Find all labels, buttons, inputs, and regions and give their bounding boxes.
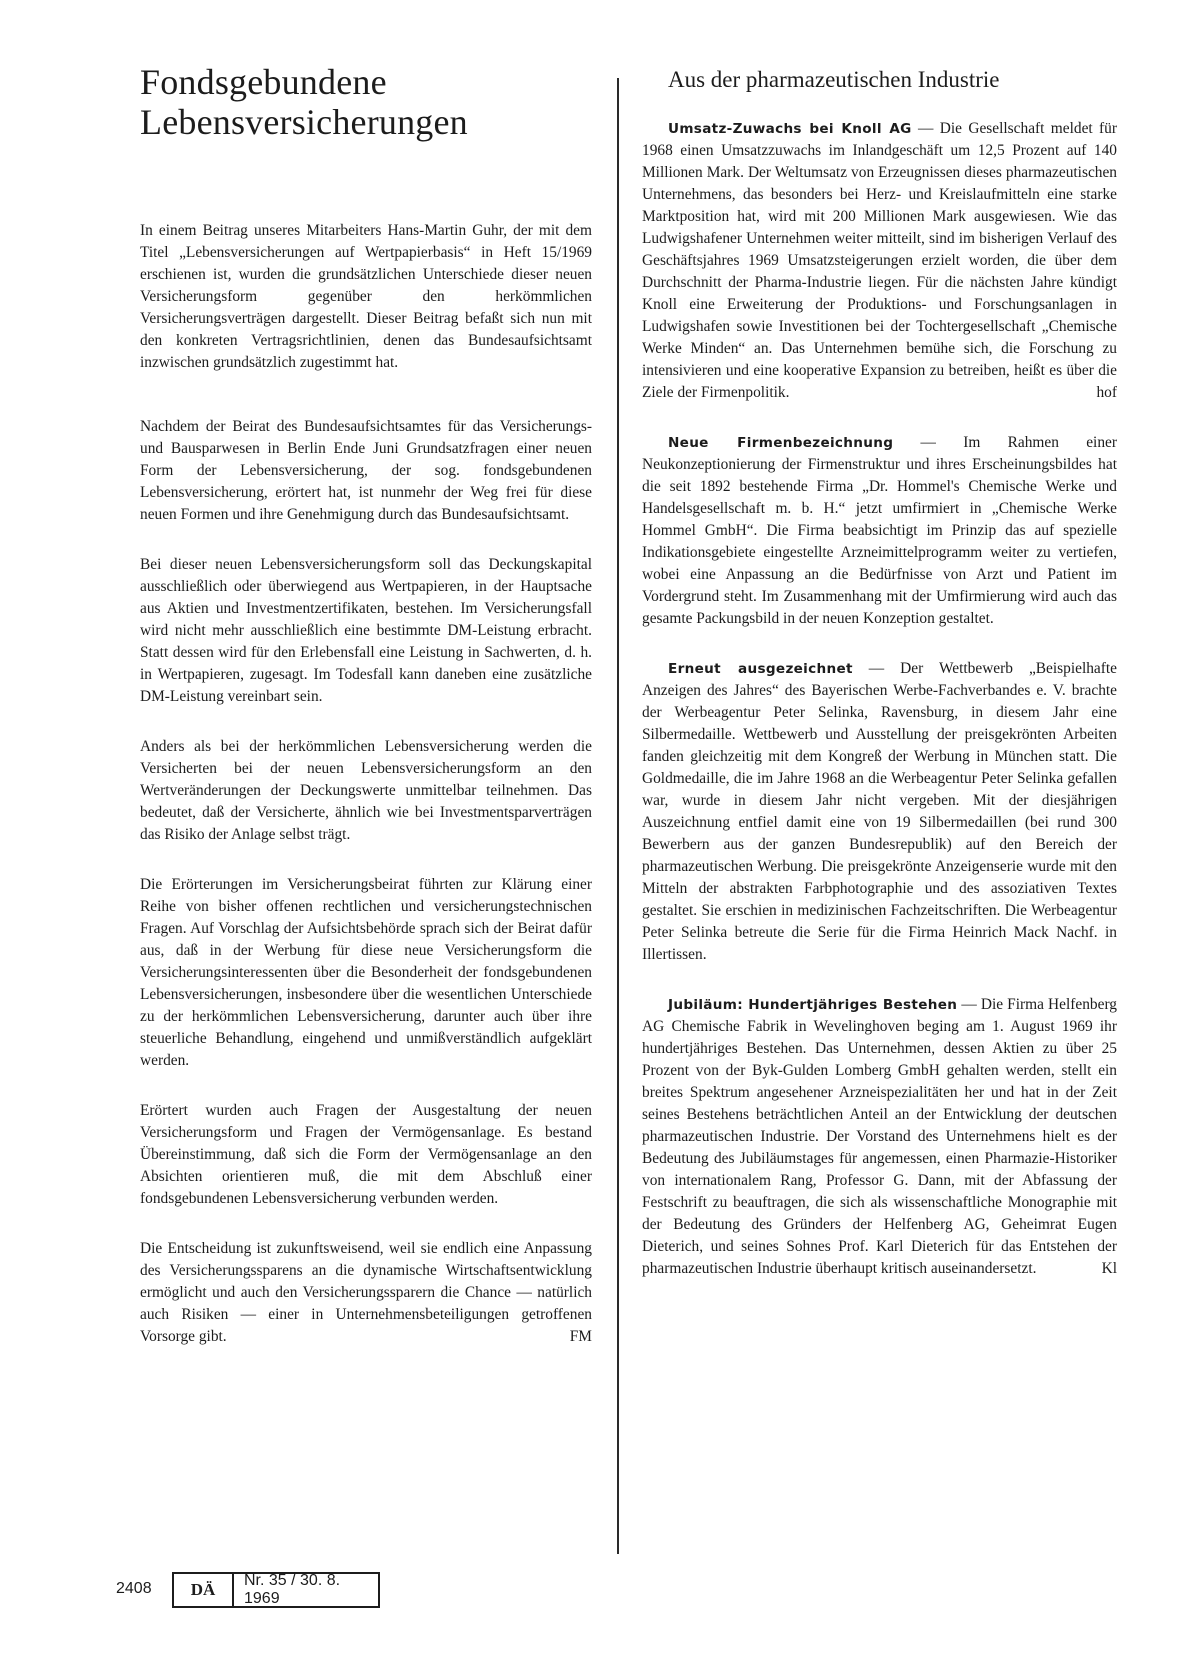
journal-logo: DÄ (174, 1574, 234, 1606)
body-paragraph: Bei dieser neuen Lebensversicherungsform soll das Deckungskapital ausschließlich oder überwiegend aus Wertpapieren, in der Hauptsache aus Aktien und Investmentzertifikaten, bestehen. Im Versicherungsfall wird nicht mehr ausschließlich eine bestimmte DM-Leistung erbracht. Statt dessen wird für den Erlebensfall eine Leistung in Sachwerten, d. h. in Wertpapieren, zugesagt. Im Todesfall kann daneben eine zusätzliche DM-Leistung vereinbart sein. (140, 556, 592, 705)
news-headline: Erneut ausgezeichnet (668, 661, 853, 677)
body-paragraph: Anders als bei der herkömmlichen Lebensversicherung werden die Versicherten bei der neuen Lebensversicherungsform an den Wertveränderungen der Deckungswerte unmittelbar teilnehmen. Das bedeutet, daß der Versicherte, ähnlich wie bei Investmentsparverträgen das Risiko der Anlage selbst trägt. (140, 738, 592, 843)
column-divider (617, 78, 619, 1554)
section-title: Aus der pharmazeutischen Industrie (668, 67, 1000, 92)
paragraph-text: Die Entscheidung ist zukunftsweisend, weil sie endlich eine Anpassung des Versicherungssparens an die dynamische Wirtschaftsentwicklung ermöglicht und auch den Versicherungssparern die Chance — natürlich auch Risiken — einer in Unternehmensbeteiligungen getroffenen Vorsorge gibt. (140, 1240, 592, 1345)
body-paragraph: Nachdem der Beirat des Bundesaufsichtsamtes für das Versicherungs- und Bausparwesen in Berlin Ende Juni Grundsatzfragen einer neuen Form der Lebensversicherung, der sog. fondsgebundenen Lebensversicherung, erörtert hat, ist nunmehr der Weg frei für diese neuen Formen und ihre Genehmigung durch das Bundesaufsichtsamt. (140, 418, 592, 523)
author-signature: FM (569, 1328, 592, 1345)
body-paragraph: Erörtert wurden auch Fragen der Ausgestaltung der neuen Versicherungsform und Fragen der Vermögensanlage. Es bestand Übereinstimmung, daß sich die Form der Vermögensanlage an den Absichten orientieren muß, die mit dem Abschluß einer fondsgebundenen Lebensversicherung verbunden werden. (140, 1102, 592, 1207)
news-headline: Umsatz-Zuwachs bei Knoll AG (668, 121, 912, 137)
news-text: — Der Wettbewerb „Beispielhafte Anzeigen des Jahres“ des Bayerischen Werbe-Fachverbandes e. V. brachte der Werbeagentur Peter Selinka, Ravensburg, in diesem Jahr eine Silbermedaille. Wettbewerb und Ausstellung der preisgekrönten Arbeiten fanden gleichzeitig mit dem Kongreß der Werbung in München statt. Die Goldmedaille, die im Jahre 1968 an die Werbeagentur Peter Selinka gefallen war, wurde in diesem Jahr nicht vergeben. Mit der diesjährigen Auszeichnung entfiel damit eine von 19 Silbermedaillen (bei rund 300 Bewerbern aus der ganzen Bundesrepublik) auf den Bereich der pharmazeutischen Werbung. Die preisgekrönte Anzeigenserie wurde mit den Mitteln der abstrakten Farbphotographie und des assoziativen Textes gestaltet. Sie erschien in medizinischen Fachzeitschriften. Die Werbeagentur Peter Selinka betreute die Serie für die Firma Heinrich Mack Nachf. in Illertissen. (642, 660, 1117, 963)
news-item (642, 994, 1117, 1280)
title-line-1: Fondsgebundene (140, 62, 387, 102)
issue-box (172, 1572, 380, 1608)
body-paragraph: Die Erörterungen im Versicherungsbeirat führten zur Klärung einer Reihe von bisher offenen rechtlichen und versicherungstechnischen Fragen. Auf Vorschlag der Aufsichtsbehörde sprach sich der Beirat dafür aus, daß in der Werbung für diese neue Versicherungsform die Versicherungsinteressenten über die Besonderheit der fondsgebundenen Lebensversicherungen, insbesondere über die wesentlichen Unterschiede zu der herkömmlichen Lebensversicherung, darunter auch über ihre steuerliche Behandlung, eingehend und unmißverständlich aufgeklärt werden. (140, 876, 592, 1069)
news-signature: Kl (1101, 1260, 1117, 1277)
intro-paragraph: In einem Beitrag unseres Mitarbeiters Hans-Martin Guhr, der mit dem Titel „Lebensversicherungen auf Wertpapierbasis“ in Heft 15/1969 erschienen ist, wurden die grundsätzlichen Unterschiede dieser neuen Versicherungsform gegenüber den herkömmlichen Versicherungsverträgen dargestellt. Dieser Beitrag befaßt sich nun mit den konkreten Vertragsrichtlinien, denen das Bundesaufsichtsamt inzwischen grundsätzlich zugestimmt hat. (140, 222, 592, 371)
page-footer (0, 1572, 1178, 1612)
news-headline: Jubiläum: Hundertjähriges Bestehen (668, 997, 958, 1013)
news-item (642, 118, 1117, 404)
news-item (642, 432, 1117, 630)
article-title (140, 62, 592, 142)
news-text: — Die Gesellschaft meldet für 1968 einen Umsatzzuwachs im Inlandgeschäft um 12,5 Prozent auf 140 Millionen Mark. Der Weltumsatz von Erzeugnissen dieses pharmazeutischen Unternehmens, das besonders bei Herz- und Kreislaufmitteln eine starke Marktposition hat, wird mit 200 Millionen Mark ausgewiesen. Wie das Ludwigshafener Unternehmen weiter mitteilt, sind im bisherigen Verlauf des Geschäftsjahres 1969 Umsatzsteigerungen erzielt worden, die über dem Durchschnitt der Pharma-Industrie liegen. Für die nächsten Jahre kündigt Knoll eine Erweiterung der Produktions- und Forschungsanlagen in Ludwigshafen sowie Investitionen bei der Tochtergesellschaft „Chemische Werke Minden“ an. Das Unternehmen bemühe sich, die Forschung zu intensivieren und eine kooperative Expansion zu betreiben, heißt es über die Ziele der Firmenpolitik. (642, 120, 1117, 401)
article-insurance (140, 62, 592, 1348)
news-signature: hof (1096, 384, 1117, 401)
title-line-2: Lebensversicherungen (140, 102, 468, 142)
news-text: — Die Firma Helfenberg AG Chemische Fabrik in Wevelinghoven beging am 1. August 1969 ihr hundertjähriges Bestehen. Das Unternehmen, dessen Aktien zu über 25 Prozent von der Byk-Gulden Lomberg GmbH gehalten werden, stellt ein breites Spektrum angesehener Arzneispezialitäten her und hat in der Zeit seines Bestehens beträchtlichen Anteil an der Entwicklung der deutschen pharmazeutischen Industrie. Der Vorstand des Unternehmens hielt es der Bedeutung des Jubiläumstages für angemessen, einen Pharmazie-Historiker von internationalem Rang, Professor G. Dann, mit der Abfassung der Festschrift zu beauftragen, die sich als wissenschaftliche Monographie mit der Bedeutung des Gründers der Helfenberg AG, Geheimrat Eugen Dieterich, und seines Sohnes Prof. Karl Dieterich für das Entstehen der pharmazeutischen Industrie überhaupt kritisch auseinandersetzt. (642, 996, 1117, 1277)
news-item (642, 658, 1117, 966)
news-headline: Neue Firmenbezeichnung (668, 435, 894, 451)
issue-info: Nr. 35 / 30. 8. 1969 (244, 1572, 341, 1607)
news-text: — Im Rahmen einer Neukonzeptionierung der Firmenstruktur und ihres Erscheinungsbildes hat die seit 1892 bestehende Firma „Dr. Hommel's Chemische Werke und Handelsgesellschaft m. b. H.“ jetzt umfirmiert in „Chemische Werke Hommel GmbH“. Die Firma beabsichtigt im Prinzip das auf spezielle Indikationsgebiete eingestellte Arzneimittelprogramm weiter zu vertiefen, wobei eine Anpassung an die Bedürfnisse von Arzt und Patient im Vordergrund steht. Im Zusammenhang mit der Umfirmierung wird auch das gesamte Packungsbild in der neuen Konzeption gestaltet. (642, 434, 1117, 627)
article-pharma-news (642, 66, 1117, 1280)
body-paragraph-last (140, 1238, 592, 1348)
page-number: 2408 (116, 1580, 152, 1597)
